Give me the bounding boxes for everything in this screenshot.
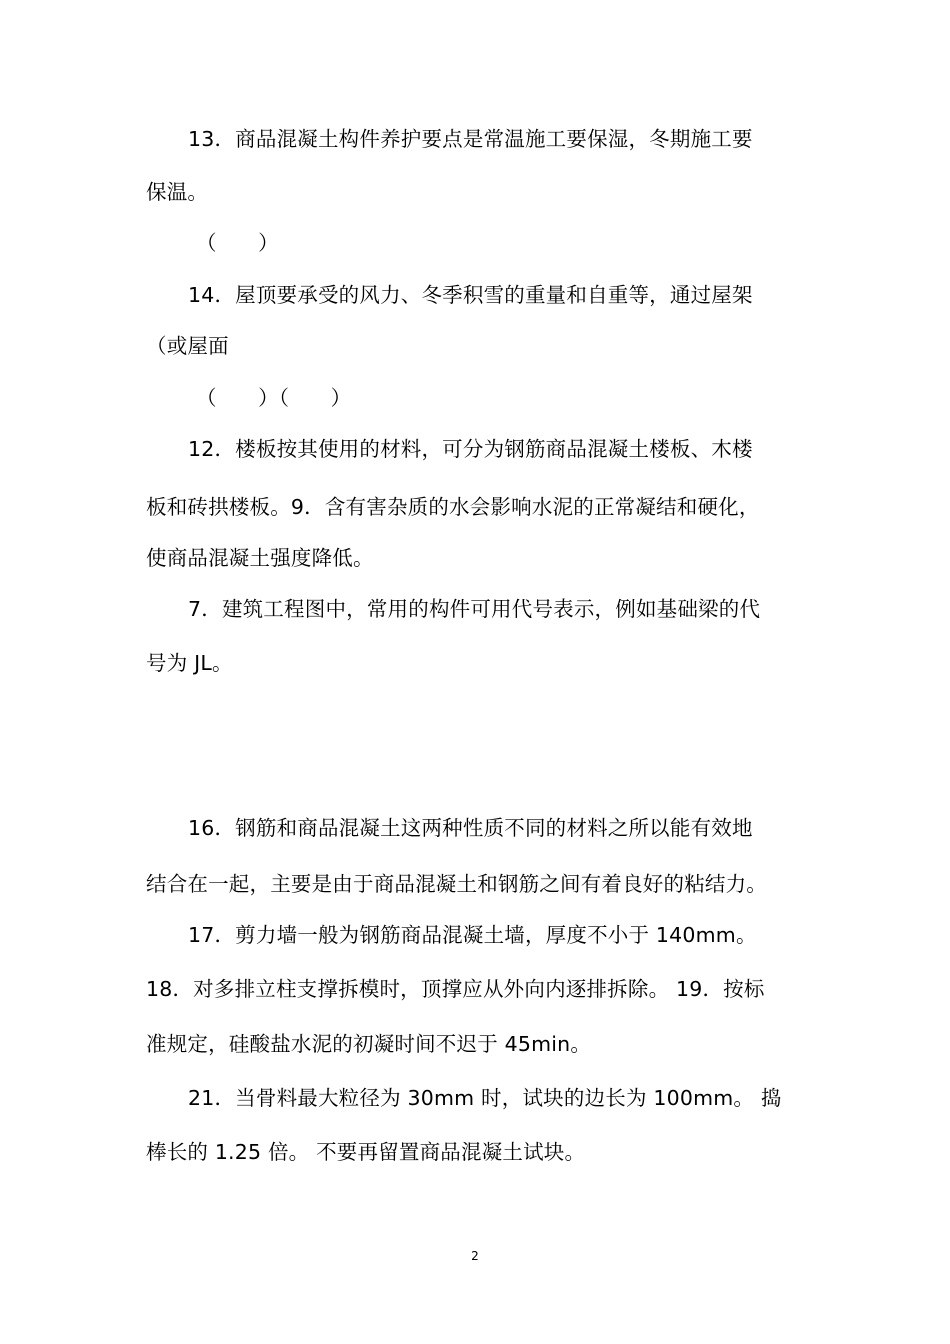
paragraph-13-line-2: 保温。 bbox=[146, 180, 209, 204]
paragraph-18-19-line-1: 18．对多排立柱支撑拆模时，顶撑应从外向内逐排拆除。 19．按标 bbox=[146, 977, 765, 1001]
blank-parentheses: （ ） bbox=[196, 231, 279, 255]
paragraph-12-line-1: 12．楼板按其使用的材料，可分为钢筋商品混凝土楼板、木楼 bbox=[188, 437, 753, 461]
blank-parentheses-pair: （ ）（ ） bbox=[196, 386, 352, 410]
paragraph-18-19-line-2: 准规定，硅酸盐水泥的初凝时间不迟于 45min。 bbox=[146, 1032, 592, 1056]
paragraph-16-line-1: 16．钢筋和商品混凝土这两种性质不同的材料之所以能有效地 bbox=[188, 816, 753, 840]
paragraph-12-line-3: 使商品混凝土强度降低。 bbox=[146, 546, 374, 570]
paragraph-7-line-1: 7．建筑工程图中，常用的构件可用代号表示，例如基础梁的代 bbox=[188, 597, 761, 621]
paragraph-17: 17．剪力墙一般为钢筋商品混凝土墙，厚度不小于 140mm。 bbox=[188, 923, 757, 947]
paragraph-12-line-2: 板和砖拱楼板。9．含有害杂质的水会影响水泥的正常凝结和硬化， bbox=[146, 495, 760, 519]
paragraph-14-line-1: 14．屋顶要承受的风力、冬季积雪的重量和自重等，通过屋架 bbox=[188, 283, 753, 307]
paragraph-7-line-2: 号为 JL。 bbox=[146, 651, 233, 675]
paragraph-16-line-2: 结合在一起，主要是由于商品混凝土和钢筋之间有着良好的粘结力。 bbox=[146, 872, 767, 896]
paragraph-21-line-2: 棒长的 1.25 倍。 不要再留置商品混凝土试块。 bbox=[146, 1140, 586, 1164]
paragraph-14-line-2: （或屋面 bbox=[146, 334, 229, 358]
paragraph-21-line-1: 21．当骨料最大粒径为 30mm 时，试块的边长为 100mm。 捣 bbox=[188, 1086, 782, 1110]
paragraph-13-line-1: 13．商品混凝土构件养护要点是常温施工要保湿，冬期施工要 bbox=[188, 127, 753, 151]
page-number: 2 bbox=[471, 1249, 479, 1263]
